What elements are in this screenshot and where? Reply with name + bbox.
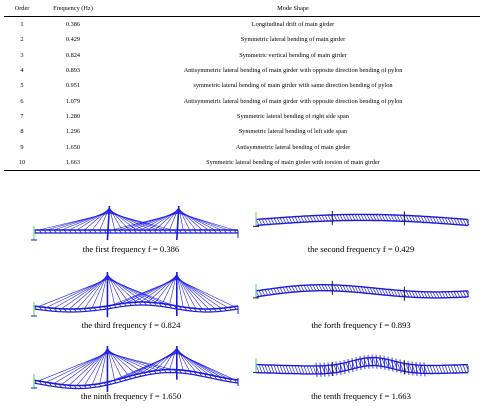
mode-shape-cell: Symmetric lateral bending of left side span — [238, 128, 348, 136]
deck-bracing — [421, 216, 424, 222]
deck-bracing — [427, 292, 430, 298]
mode-shape-cell: Symmetric lateral bending of main girder with torsion of main girder — [106, 155, 480, 171]
deck-bracing — [265, 219, 268, 225]
deck-bracing — [442, 292, 445, 298]
mode-shape-plot-2 — [250, 196, 472, 244]
stay-cable — [179, 212, 228, 230]
stay-cable — [107, 352, 165, 369]
deck-bracing — [313, 285, 316, 291]
deck-bracing — [328, 285, 331, 291]
table-row — [4, 109, 480, 124]
deck-bracing — [400, 215, 403, 221]
figure-tenth-frequency — [250, 340, 472, 406]
deck-bracing — [319, 215, 322, 221]
deck-bracing — [409, 291, 412, 297]
deck-bracing — [385, 215, 388, 221]
deck-bracing — [400, 290, 403, 296]
deck-bracing — [304, 285, 307, 291]
figure-forth-frequency — [250, 262, 472, 336]
figure-second-frequency — [250, 196, 472, 258]
deck-bracing — [298, 286, 301, 292]
stay-cable — [109, 213, 172, 230]
deck-bracing — [358, 214, 361, 220]
mode-shape-cell: Antisymmetric lateral bending of main girder with opposite direction bending of pylon — [183, 67, 403, 75]
deck-bracing — [301, 366, 304, 374]
table-row — [4, 93, 480, 108]
torsion-mesh — [388, 357, 389, 371]
frequency-cell: 1.280 — [65, 112, 81, 120]
deck-bracing — [310, 366, 313, 374]
deck-bracing — [412, 291, 415, 297]
deck-bracing — [295, 217, 298, 223]
deck-bracing — [391, 215, 394, 221]
mode-shape-cell: Antisymmetric lateral bending of main girder — [235, 143, 351, 151]
figure-caption: the third frequency f = 0.824 — [81, 320, 181, 330]
header-order: Order — [4, 0, 40, 17]
deck-bracing — [322, 285, 325, 291]
figure-ninth-frequency — [22, 340, 240, 406]
deck-bracing — [430, 217, 433, 223]
stay-cable — [177, 352, 228, 378]
torsion-mesh — [424, 362, 425, 376]
deck-bracing — [325, 285, 328, 291]
deck-bracing — [409, 216, 412, 222]
deck-bracing — [427, 365, 430, 373]
deck-bracing — [259, 365, 262, 373]
deck-bracing — [328, 215, 331, 221]
deck-bracing — [289, 287, 292, 293]
deck-bracing — [415, 291, 418, 297]
deck-bracing — [289, 217, 292, 223]
deck-bracing — [457, 219, 460, 225]
deck-bracing — [451, 292, 454, 298]
stay-cable — [179, 213, 234, 230]
table-row — [4, 124, 480, 139]
torsion-mesh — [364, 355, 365, 369]
deck-bracing — [274, 365, 277, 373]
deck-bracing — [271, 365, 274, 373]
deck-bracing — [289, 366, 292, 374]
frequency-cell: 0.893 — [65, 67, 81, 75]
deck-bracing — [340, 285, 343, 291]
stay-cable — [39, 279, 108, 306]
deck-bracing — [298, 216, 301, 222]
deck-bracing — [454, 365, 457, 373]
deck-bracing — [295, 286, 298, 292]
mode-shape-cell: Symmetric lateral bending of right side span — [237, 112, 349, 120]
deck-bracing — [433, 292, 436, 298]
deck-bracing — [397, 215, 400, 221]
table-body — [4, 17, 480, 171]
table-header-row — [4, 0, 480, 17]
deck-bracing — [310, 285, 313, 291]
torsion-mesh — [336, 361, 337, 375]
torsion-mesh — [412, 362, 413, 376]
deck-bracing — [433, 365, 436, 373]
frequency-cell: 0.386 — [65, 21, 81, 29]
torsion-mesh — [392, 358, 393, 372]
deck-bracing — [265, 365, 268, 373]
deck-bracing — [274, 218, 277, 224]
figure-caption: the forth frequency f = 0.893 — [311, 320, 411, 330]
order-cell: 7 — [20, 112, 24, 120]
deck-bracing — [337, 285, 340, 291]
deck-bracing — [448, 218, 451, 224]
deck-bracing — [292, 286, 295, 292]
deck-bracing — [316, 216, 319, 222]
mode-shape-plot-9 — [22, 340, 240, 392]
stay-cable — [39, 353, 108, 381]
torsion-mesh — [316, 363, 317, 377]
deck-bracing — [337, 215, 340, 221]
figure-first-frequency — [22, 196, 240, 258]
torsion-mesh — [408, 361, 409, 375]
deck-bracing — [382, 215, 385, 221]
mode-shape-cell: symmetric lateral bending of main girder with same direction bending of pylon — [193, 82, 393, 90]
deck-bracing — [442, 365, 445, 373]
deck-bracing — [424, 292, 427, 298]
deck-bracing — [283, 287, 286, 293]
deck-bracing — [280, 288, 283, 294]
deck-bracing — [418, 216, 421, 222]
deck-bracing — [415, 216, 418, 222]
table-row — [4, 63, 480, 78]
deck-bracing — [346, 215, 349, 221]
frequency-cell: 1.296 — [65, 128, 81, 136]
deck-bracing — [376, 215, 379, 221]
deck-bracing — [364, 214, 367, 220]
torsion-mesh — [400, 359, 401, 373]
deck-bracing — [406, 291, 409, 297]
deck-bracing — [361, 359, 364, 367]
deck-bracing — [421, 365, 424, 373]
deck-bracing — [262, 365, 265, 373]
torsion-mesh — [376, 355, 377, 369]
deck-bracing — [268, 219, 271, 225]
deck-bracing — [325, 215, 328, 221]
deck-bracing — [394, 215, 397, 221]
deck-bracing — [412, 216, 415, 222]
deck-bracing — [307, 366, 310, 374]
deck-bracing — [370, 214, 373, 220]
deck-bracing — [286, 287, 289, 293]
deck-bracing — [448, 365, 451, 373]
torsion-mesh — [396, 359, 397, 373]
deck-bracing — [379, 215, 382, 221]
mode-shape-cell: Symmetric lateral bending of main girder — [240, 36, 346, 44]
deck-bracing — [343, 215, 346, 221]
torsion-mesh — [320, 363, 321, 377]
table-row — [4, 139, 480, 154]
order-cell: 5 — [20, 82, 24, 90]
torsion-mesh — [340, 361, 341, 375]
order-cell: 10 — [4, 155, 40, 171]
deck-bracing — [349, 214, 352, 220]
deck-bracing — [439, 365, 442, 373]
deck-bracing — [367, 214, 370, 220]
frequency-cell: 1.663 — [40, 155, 106, 171]
deck-bracing — [313, 216, 316, 222]
deck-bracing — [268, 365, 271, 373]
deck-bracing — [430, 365, 433, 373]
order-cell: 6 — [20, 97, 24, 105]
torsion-mesh — [380, 355, 381, 369]
deck-bracing — [373, 358, 376, 366]
deck-bracing — [319, 285, 322, 291]
mode-table — [4, 0, 480, 171]
mode-shape-cell: Longitudinal drift of main girder — [251, 21, 335, 29]
deck-bracing — [310, 216, 313, 222]
deck-bracing — [427, 217, 430, 223]
frequency-cell: 1.650 — [65, 143, 81, 151]
figure-caption: the first frequency f = 0.386 — [82, 244, 180, 254]
deck-bracing — [280, 218, 283, 224]
deck-bracing — [355, 286, 358, 292]
order-cell: 4 — [20, 67, 24, 75]
stay-cable — [46, 212, 109, 230]
order-cell: 1 — [20, 21, 24, 29]
deck-bracing — [304, 216, 307, 222]
deck-bracing — [355, 214, 358, 220]
table-row — [4, 48, 480, 63]
order-cell: 2 — [20, 36, 24, 44]
deck-bracing — [277, 365, 280, 373]
torsion-mesh — [384, 356, 385, 370]
deck-bracing — [307, 285, 310, 291]
deck-bracing — [301, 216, 304, 222]
deck-bracing — [388, 215, 391, 221]
deck-bracing — [304, 366, 307, 374]
deck-bracing — [325, 366, 328, 374]
deck-bracing — [373, 214, 376, 220]
deck-bracing — [262, 219, 265, 225]
figure-caption: the second frequency f = 0.429 — [307, 244, 415, 254]
deck-bracing — [274, 288, 277, 294]
deck-bracing — [292, 366, 295, 374]
mode-shape-plot-1 — [22, 196, 240, 244]
table-row — [4, 32, 480, 47]
figure-caption: the ninth frequency f = 1.650 — [80, 391, 182, 401]
deck-bracing — [451, 365, 454, 373]
deck-bracing — [259, 219, 262, 225]
stay-cable — [177, 279, 234, 306]
deck-bracing — [436, 365, 439, 373]
deck-bracing — [307, 216, 310, 222]
deck-bracing — [460, 291, 463, 297]
mode-shape-cell: Symmetric vertical bending of main girder — [239, 51, 347, 59]
deck-bracing — [286, 217, 289, 223]
deck-bracing — [433, 217, 436, 223]
torsion-mesh — [324, 363, 325, 377]
deck-bracing — [406, 215, 409, 221]
deck-bracing — [361, 214, 364, 220]
mode-shape-cell: Antisymmetric lateral bending of main girder with opposite direction bending of pylon — [183, 97, 403, 105]
torsion-mesh — [420, 362, 421, 376]
order-cell: 3 — [20, 51, 24, 59]
deck-bracing — [334, 285, 337, 291]
deck-bracing — [439, 292, 442, 298]
deck-bracing — [295, 366, 298, 374]
frequency-cell: 1.079 — [65, 97, 81, 105]
deck-bracing — [271, 218, 274, 224]
torsion-mesh — [368, 355, 369, 369]
order-cell: 9 — [20, 143, 24, 151]
figure-caption: the tenth frequency f = 1.663 — [311, 391, 411, 401]
deck-bracing — [343, 285, 346, 291]
deck-bracing — [436, 292, 439, 298]
deck-bracing — [286, 365, 289, 373]
table-row — [4, 155, 480, 171]
deck-bracing — [436, 217, 439, 223]
mode-shape-plot-10 — [250, 340, 472, 392]
deck-bracing — [454, 218, 457, 224]
order-cell: 8 — [20, 128, 24, 136]
deck-bracing — [322, 215, 325, 221]
deck-bracing — [463, 291, 466, 297]
deck-bracing — [445, 365, 448, 373]
frequency-cell: 0.824 — [65, 51, 81, 59]
deck-bracing — [439, 217, 442, 223]
table-row — [4, 17, 480, 33]
deck-bracing — [445, 218, 448, 224]
figure-third-frequency — [22, 262, 240, 336]
deck-bracing — [454, 292, 457, 298]
deck-bracing — [292, 217, 295, 223]
deck-bracing — [430, 292, 433, 298]
deck-bracing — [457, 365, 460, 373]
deck-bracing — [463, 365, 466, 373]
header-mode-shape: Mode Shape — [106, 0, 480, 17]
deck-bracing — [301, 285, 304, 291]
deck-bracing — [460, 365, 463, 373]
deck-bracing — [349, 362, 352, 370]
deck-bracing — [337, 364, 340, 372]
torsion-mesh — [360, 356, 361, 370]
deck-bracing — [334, 215, 337, 221]
torsion-mesh — [372, 355, 373, 369]
deck-bracing — [283, 217, 286, 223]
deck-bracing — [313, 366, 316, 374]
deck-bracing — [283, 365, 286, 373]
header-frequency: Frequency (Hz) — [40, 0, 106, 17]
mode-shape-plot-3 — [22, 262, 240, 320]
deck-bracing — [457, 291, 460, 297]
frequency-cell: 0.951 — [65, 82, 81, 90]
deck-bracing — [424, 216, 427, 222]
deck-bracing — [445, 292, 448, 298]
deck-bracing — [340, 215, 343, 221]
deck-bracing — [352, 214, 355, 220]
deck-bracing — [280, 365, 283, 373]
deck-bracing — [421, 292, 424, 298]
deck-bracing — [298, 366, 301, 374]
table-row — [4, 78, 480, 93]
torsion-mesh — [416, 362, 417, 376]
deck-bracing — [277, 218, 280, 224]
deck-bracing — [418, 292, 421, 298]
mode-shape-plot-4 — [250, 262, 472, 320]
deck-bracing — [409, 364, 412, 372]
deck-bracing — [316, 285, 319, 291]
torsion-mesh — [328, 362, 329, 376]
frequency-cell: 0.429 — [65, 36, 81, 44]
deck-bracing — [448, 292, 451, 298]
